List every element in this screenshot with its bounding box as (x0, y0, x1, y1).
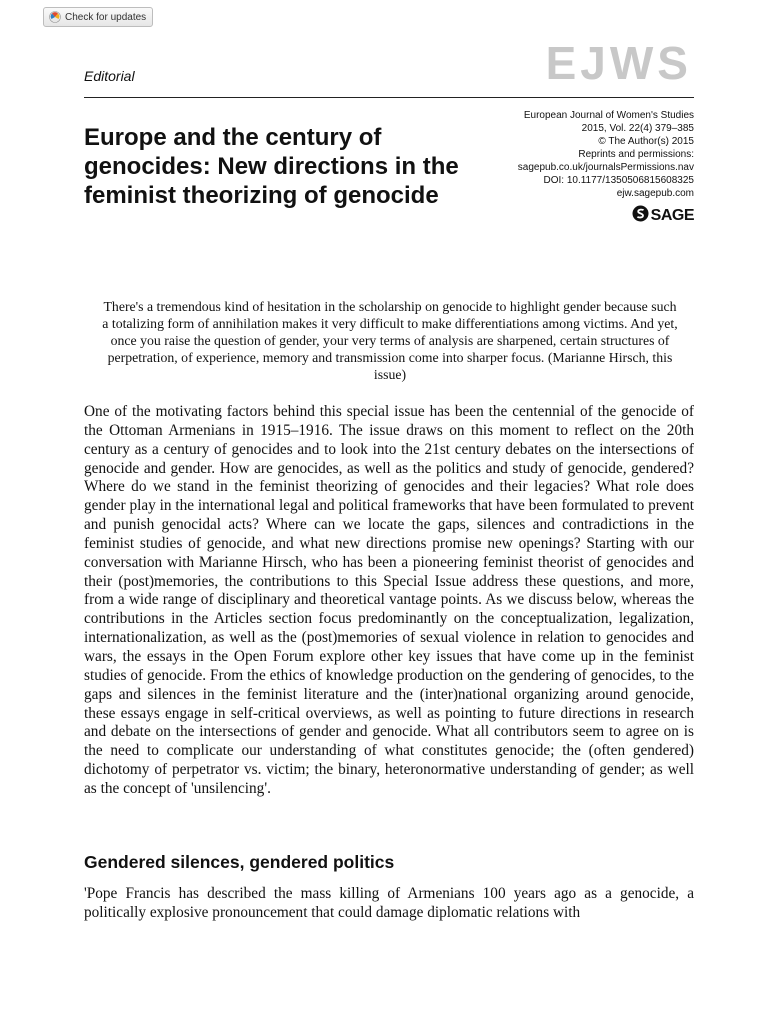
copyright-line: © The Author(s) 2015 (598, 136, 694, 147)
article-title: Europe and the century of genocides: New directions in the feminist theorizing of genocide (84, 124, 459, 209)
doi-link[interactable]: DOI: 10.1177/1350506815608325 (543, 175, 694, 186)
header-divider (84, 97, 694, 98)
body-paragraph: One of the motivating factors behind this special issue has been the centennial of the genocide of the Ottoman Armenians in 1915–1916. The issue draws on this moment to reflect on the 20th century as a century of genocides and to look into the 21st century debates on the intersections of genocide and gender. How are genocides, as well as the politics and study of genocide, gendered? Where do we stand in the feminist theorizing of genocides and their legacies? What role does gender play in the international legal and political frameworks that have been formulated to prevent and punish genocidal acts? Where can we locate the gaps, silences and contradictions in the feminist studies of genocide, and what new directions promise new openings? Starting with our conversation with Marianne Hirsch, who has been a pioneering feminist theorist of genocides and their (post)memories, the contributions to this Special Issue address these questions, and more, from a wide range of disciplinary and theoretical vantage points. As we discuss below, whereas the contributions in the Articles section focus predominantly on the conceptualization, legalization, internationalization, as well as the (post)memories of sexual violence in relation to genocides and wars, the essays in the Open Forum explore other key issues that have come up in the feminist studies of genocide. From the ethics of knowledge production on the gendering of genocides, to the gaps and silences in the feminist literature and the (inter)national organizing around genocide, these essays engage in self-critical overviews, as well as pointing to future directions in research and debate on the intersections of gender and genocide. What all contributors seem to agree on is the need to complicate our understanding of what constitutes genocide; the (often gendered) dichotomy of perpetrator vs. victim; the binary, heteronormative understanding of gender; as well as the concept of 'unsilencing'. (84, 403, 694, 797)
journal-logo: EJWS (545, 37, 692, 89)
publisher-logo (632, 205, 694, 227)
journal-name: European Journal of Women's Studies (523, 110, 694, 121)
epigraph-quote: There's a tremendous kind of hesitation in the scholarship on genocide to highlight gender because such a totalizing form of annihilation makes it very difficult to make differentiations among victims. And yet, once you raise the question of gender, your very terms of analysis are sharpened, certain structures of perpetration, of experience, memory and transmission come into sharper focus. (Marianne Hirsch, this issue) (102, 299, 678, 382)
reprints-label: Reprints and permissions: (578, 149, 694, 160)
journal-site-link[interactable]: ejw.sagepub.com (616, 188, 694, 199)
publisher-name: SAGE (650, 207, 694, 224)
section-heading: Gendered silences, gendered politics (84, 852, 395, 872)
journal-volume: 2015, Vol. 22(4) 379–385 (581, 123, 694, 134)
journal-metadata (518, 109, 694, 200)
check-for-updates-icon (49, 11, 61, 23)
check-for-updates-badge[interactable] (43, 7, 153, 27)
check-for-updates-label: Check for updates (65, 11, 147, 23)
section-label: Editorial (84, 68, 135, 84)
permissions-link[interactable]: sagepub.co.uk/journalsPermissions.nav (517, 162, 694, 173)
sage-mark-icon (632, 205, 649, 227)
body-paragraph-2: 'Pope Francis has described the mass killing of Armenians 100 years ago as a genocide, a politically explosive pronouncement that could damage diplomatic relations with (84, 885, 694, 921)
